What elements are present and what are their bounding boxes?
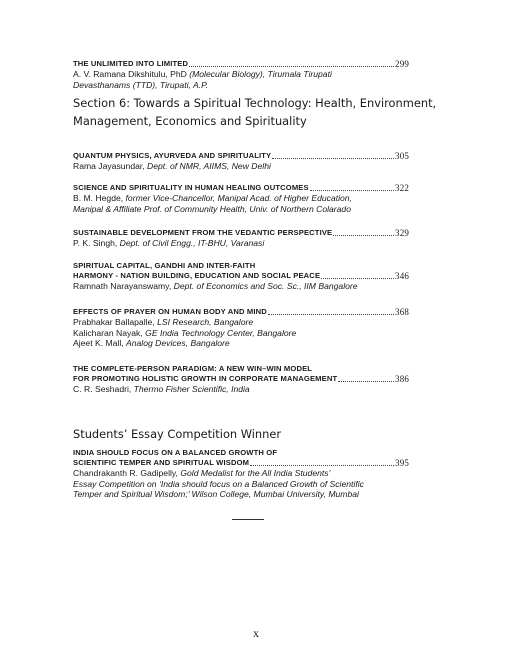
dot-leader [272, 157, 394, 159]
section-heading: Students’ Essay Competition Winner [73, 427, 282, 441]
toc-entry-title-row[interactable] [73, 307, 409, 317]
toc-entry-title: QUANTUM PHYSICS, AYURVEDA AND SPIRITUALITY [73, 151, 272, 160]
toc-author-line: C. R. Seshadri, Thermo Fisher Scientific, India [73, 384, 250, 394]
toc-author-line: Manipal & Affiliate Prof. of Community Health, Univ. of Northern Colarado [73, 203, 351, 214]
toc-entry-title: FOR PROMOTING HOLISTIC GROWTH IN CORPORATE MANAGEMENT [73, 374, 338, 383]
toc-page-number: 329 [395, 228, 409, 238]
dot-leader [310, 189, 394, 191]
toc-entry [73, 448, 409, 500]
toc-entry [73, 183, 409, 214]
toc-entry-title-row[interactable] [73, 271, 409, 281]
toc-author-line: Devasthanams (TTD), Tirupati, A.P. [73, 79, 209, 90]
toc-author-line: Rama Jayasundar, Dept. of NMR, AIIMS, New Delhi [73, 161, 271, 171]
toc-author-line: P. K. Singh, Dept. of Civil Engg., IT-BHU, Varanasi [73, 238, 265, 248]
toc-entry-title-row[interactable] [73, 458, 409, 468]
toc-author-line: Essay Competition on ‘India should focus on a Balanced Growth of Scientific [73, 478, 364, 489]
dot-leader [268, 313, 394, 315]
toc-author-line: Ramnath Narayanswamy, Dept. of Economics and Soc. Sc., IIM Bangalore [73, 281, 358, 291]
toc-page-number: 305 [395, 151, 409, 161]
toc-page-number: 322 [395, 183, 409, 193]
toc-entry-title: EFFECTS OF PRAYER ON HUMAN BODY AND MIND [73, 307, 267, 316]
dot-leader [250, 464, 394, 466]
toc-entry [73, 261, 409, 292]
toc-entry-title[interactable]: INDIA SHOULD FOCUS ON A BALANCED GROWTH OF [73, 448, 278, 457]
dot-leader [321, 277, 394, 279]
toc-page-number: 395 [395, 458, 409, 468]
dot-leader [338, 380, 394, 382]
toc-page-number: 386 [395, 374, 409, 384]
toc-author-line: Prabhakar Ballapalle, LSI Research, Bangalore [73, 317, 254, 327]
toc-entry-title-row[interactable] [73, 151, 409, 161]
toc-entry-title-row[interactable] [73, 228, 409, 238]
toc-page-number: 299 [395, 59, 409, 69]
toc-entry-title-row[interactable] [73, 374, 409, 384]
toc-entry-title[interactable]: SPIRITUAL CAPITAL, GANDHI AND INTER-FAITH [73, 261, 256, 270]
toc-entry [73, 228, 409, 249]
toc-entry-title-row[interactable] [73, 183, 409, 193]
toc-author-line: Ajeet K. Mall, Analog Devices, Bangalore [73, 338, 230, 348]
toc-page-number: 346 [395, 271, 409, 281]
toc-entry [73, 151, 409, 172]
toc-author-line: Kalicharan Nayak, GE India Technology Center, Bangalore [73, 327, 297, 338]
section-heading-continued: Management, Economics and Spirituality [73, 114, 307, 128]
toc-entry [73, 364, 409, 395]
toc-entry [73, 59, 409, 90]
toc-entry-title: HARMONY - NATION BUILDING, EDUCATION AND SOCIAL PEACE [73, 271, 321, 280]
toc-entry-title[interactable]: THE COMPLETE-PERSON PARADIGM: A NEW WIN–WIN MODEL [73, 364, 313, 373]
dot-leader [333, 234, 394, 236]
toc-entry-title: THE UNLIMITED INTO LIMITED [73, 59, 189, 68]
dot-leader [189, 65, 394, 67]
toc-author-line: Chandrakanth R. Gadipelly, Gold Medalist for the All India Students’ [73, 468, 331, 478]
toc-entry-title: SCIENCE AND SPIRITUALITY IN HUMAN HEALING OUTCOMES [73, 183, 309, 192]
toc-entry [73, 307, 409, 349]
toc-page-number: 368 [395, 307, 409, 317]
toc-entry-title: SUSTAINABLE DEVELOPMENT FROM THE VEDANTIC PERSPECTIVE [73, 228, 333, 237]
toc-entry-title-row[interactable] [73, 59, 409, 69]
toc-author-line: A. V. Ramana Dikshitulu, PhD (Molecular Biology), Tirumala Tirupati [73, 69, 332, 79]
end-rule-divider [232, 519, 264, 520]
toc-author-line: Temper and Spiritual Wisdom;’ Wilson College, Mumbai University, Mumbai [73, 489, 359, 499]
section-heading: Section 6: Towards a Spiritual Technology: Health, Environment, [73, 96, 437, 110]
toc-entry-title: SCIENTIFIC TEMPER AND SPIRITUAL WISDOM [73, 458, 250, 467]
page-number: x [253, 626, 259, 640]
toc-author-line: B. M. Hegde, former Vice-Chancellor, Manipal Acad. of Higher Education, [73, 193, 352, 203]
